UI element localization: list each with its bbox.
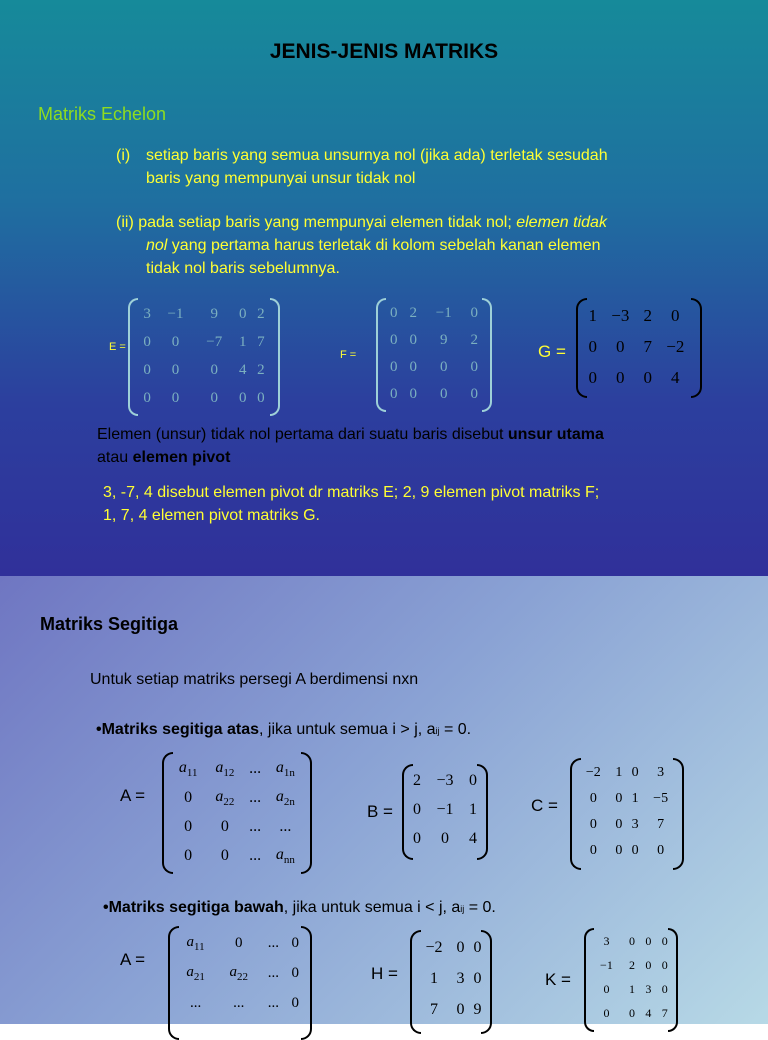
matrix-row <box>576 786 678 812</box>
matrix-cell: 0 <box>588 336 598 356</box>
matrix-row <box>170 754 304 783</box>
pivot-definition-line-1 <box>97 423 604 446</box>
lower-rest: , jika untuk semua i < j, a <box>283 899 461 916</box>
matrix-cell: 0 <box>291 934 299 951</box>
matrix-cell: $a_{2n}$ <box>275 787 295 808</box>
matrix-cell: 2 <box>257 305 265 322</box>
matrix-cell: 4 <box>238 361 247 378</box>
matrix-cell: 0 <box>171 333 180 350</box>
matrix-row <box>584 331 694 362</box>
label-b: B = <box>367 802 393 821</box>
matrix-cell: −7 <box>206 333 223 350</box>
matrix-row <box>416 994 486 1025</box>
rule-2-line-2 <box>146 234 601 257</box>
matrix-cell: 0 <box>470 359 478 375</box>
matrix-e-right-bracket <box>270 298 280 416</box>
rule-2-text-2: yang pertama harus terletak di kolom sebelah kanan elemen <box>167 237 601 254</box>
matrix-row <box>384 300 484 327</box>
matrix-cell: 0 <box>291 994 299 1011</box>
matrix-cell: 0 <box>470 305 478 321</box>
matrix-cell: 0 <box>589 843 597 858</box>
matrix-cell: 3 <box>456 969 465 987</box>
pivot-definition-line-2 <box>97 446 230 469</box>
matrix-cell: $a_{11}$ <box>178 758 198 779</box>
matrix-cell: 1 <box>631 791 639 806</box>
matrix-cell: 0 <box>615 843 623 858</box>
matrix-cell: 0 <box>171 361 180 378</box>
matrix-cell: 1 <box>238 333 247 350</box>
matrix-e-left-bracket <box>128 298 138 416</box>
matrix-row <box>384 381 484 408</box>
matrix-row <box>589 977 673 1001</box>
matrix-cell: 0 <box>291 964 299 981</box>
matrix-cell: 0 <box>631 765 639 780</box>
pivot-text-2: atau <box>97 449 133 466</box>
intro-text: Untuk setiap matriks persegi A berdimensi nxn <box>90 671 419 688</box>
matrix-row <box>170 783 304 812</box>
matrix-cell: 0 <box>220 846 229 864</box>
matrix-cell: $a_{11}$ <box>186 933 205 953</box>
label-k: K = <box>545 970 571 989</box>
rule-2-line-3: tidak nol baris sebelumnya. <box>146 260 340 277</box>
matrix-cell: 0 <box>603 981 610 996</box>
matrix-row <box>138 384 270 412</box>
label-a-upper: A = <box>120 786 146 805</box>
matrix-cell: 7 <box>643 336 653 356</box>
matrix-cell: 7 <box>661 1005 668 1020</box>
matrix-k <box>584 928 678 1024</box>
matrix-a-upper-grid <box>170 754 304 870</box>
matrix-cell: 9 <box>439 332 448 348</box>
matrix-cell: 3 <box>631 817 639 832</box>
matrix-k-grid <box>589 929 673 1025</box>
upper-term: •Matriks segitiga atas <box>96 721 259 738</box>
matrix-cell: 0 <box>389 305 398 321</box>
matrix-cell: 0 <box>220 817 229 835</box>
matrix-row <box>584 300 694 331</box>
matrix-cell: 0 <box>473 938 482 956</box>
label-a-lower: A = <box>120 950 146 969</box>
matrix-cell: 0 <box>643 367 653 387</box>
rule-2-line-1 <box>116 211 607 234</box>
matrix-g <box>576 298 702 398</box>
matrix-cell: 0 <box>210 361 218 378</box>
matrix-cell: 0 <box>389 332 398 348</box>
matrix-cell: 0 <box>412 829 421 847</box>
matrix-row <box>576 812 678 838</box>
matrix-cell: −1 <box>167 305 184 322</box>
matrix-a-lower <box>168 926 312 1024</box>
matrix-cell: 0 <box>615 817 623 832</box>
matrix-cell: −2 <box>666 336 685 356</box>
matrix-cell: ... <box>189 994 202 1011</box>
matrix-cell: 9 <box>473 1000 482 1018</box>
slide-title: JENIS-JENIS MATRIKS <box>269 40 499 63</box>
matrix-cell: 0 <box>661 957 668 972</box>
matrix-row <box>384 354 484 381</box>
label-e: E = <box>109 341 126 353</box>
matrix-b-grid <box>408 766 482 853</box>
label-f: F = <box>340 349 357 361</box>
matrix-cell: 0 <box>143 361 151 378</box>
matrix-h <box>410 930 492 1024</box>
section-heading: Matriks Echelon <box>38 104 167 124</box>
pivot-example-line-1: 3, -7, 4 disebut elemen pivot dr matriks E; 2, 9 elemen pivot matriks F; <box>103 484 600 501</box>
matrix-cell: 2 <box>470 332 478 348</box>
matrix-cell: 2 <box>412 771 421 789</box>
matrix-cell: 0 <box>257 389 265 406</box>
upper-rest: , jika untuk semua i > j, a <box>259 721 436 738</box>
matrix-row <box>170 812 304 841</box>
rule-1-line-2: baris yang mempunyai unsur tidak nol <box>146 170 416 187</box>
upper-end: = 0. <box>439 721 472 738</box>
matrix-f <box>376 298 492 412</box>
matrix-cell: 3 <box>657 765 665 780</box>
matrix-cell: 0 <box>588 367 598 387</box>
matrix-cell: 4 <box>469 829 478 847</box>
rule-2-emphasis: elemen tidak <box>516 214 607 231</box>
matrix-cell: 0 <box>473 969 482 987</box>
matrix-cell: 0 <box>409 359 417 375</box>
matrix-g-grid <box>584 300 694 393</box>
matrix-cell: 4 <box>671 367 680 387</box>
matrix-f-grid <box>384 300 484 408</box>
lower-term: •Matriks segitiga bawah <box>103 899 284 916</box>
matrix-row <box>416 963 486 994</box>
matrix-cell: 0 <box>469 771 478 789</box>
matrix-cell: −1 <box>435 305 452 321</box>
matrix-cell: 0 <box>616 367 625 387</box>
matrix-cell: ... <box>267 964 279 981</box>
pivot-term-1: unsur utama <box>507 426 604 443</box>
pivot-term-2: elemen pivot <box>132 449 231 466</box>
matrix-row <box>170 841 304 870</box>
matrix-cell: 0 <box>645 933 652 948</box>
matrix-cell: ... <box>279 817 292 835</box>
matrix-b <box>402 764 488 860</box>
matrix-cell: $a_{21}$ <box>186 963 205 983</box>
matrix-cell: 3 <box>143 305 151 322</box>
matrix-cell: 1 <box>629 981 636 996</box>
matrix-c-grid <box>576 760 678 864</box>
matrix-cell: −1 <box>436 800 454 818</box>
matrix-row <box>174 958 304 988</box>
matrix-c <box>570 758 684 870</box>
slide-triangular <box>0 576 768 1024</box>
matrix-cell: 0 <box>409 386 417 402</box>
matrix-cell: −3 <box>611 305 630 325</box>
lower-end: = 0. <box>464 899 496 916</box>
matrix-row <box>584 362 694 393</box>
matrix-row <box>384 327 484 354</box>
matrix-h-grid <box>416 932 486 1025</box>
matrix-cell: 0 <box>234 934 243 951</box>
matrix-cell: 0 <box>439 386 448 402</box>
matrix-e-grid <box>138 300 270 412</box>
matrix-cell: ... <box>249 759 262 777</box>
matrix-cell: 3 <box>603 933 610 948</box>
matrix-row <box>174 988 304 1018</box>
matrix-cell: 1 <box>430 969 439 987</box>
matrix-cell: 0 <box>470 386 478 402</box>
matrix-cell: 0 <box>412 800 421 818</box>
matrix-cell: 0 <box>171 389 180 406</box>
rule-2-text: (ii) pada setiap baris yang mempunyai elemen tidak nol; <box>116 214 517 231</box>
matrix-cell: $a_{nn}$ <box>275 845 295 866</box>
matrix-cell: 0 <box>603 1005 610 1020</box>
matrix-cell: 1 <box>469 800 478 818</box>
matrix-a-lower-grid <box>174 928 304 1018</box>
label-g: G = <box>538 342 566 361</box>
matrix-cell: 0 <box>456 938 465 956</box>
matrix-cell: ... <box>249 817 262 835</box>
matrix-cell: 1 <box>615 765 623 780</box>
rule-2-emphasis-2: nol <box>146 237 168 254</box>
matrix-cell: $a_{22}$ <box>229 963 248 983</box>
matrix-cell: 0 <box>389 386 398 402</box>
matrix-cell: 1 <box>588 305 598 325</box>
matrix-cell: 0 <box>439 359 448 375</box>
matrix-row <box>138 356 270 384</box>
matrix-cell: 0 <box>238 389 247 406</box>
matrix-cell: 0 <box>657 843 665 858</box>
matrix-cell: 2 <box>643 305 653 325</box>
pivot-text: Elemen (unsur) tidak nol pertama dari suatu baris disebut <box>97 426 508 443</box>
matrix-cell: 0 <box>631 843 639 858</box>
matrix-cell: −5 <box>653 791 669 806</box>
section-title: Matriks Segitiga <box>40 614 179 634</box>
matrix-cell: 0 <box>456 1000 465 1018</box>
pivot-example-line-2: 1, 7, 4 elemen pivot matriks G. <box>103 507 320 524</box>
matrix-row <box>408 766 482 795</box>
matrix-cell: ... <box>267 994 279 1011</box>
matrix-cell: ... <box>249 788 262 806</box>
matrix-row <box>576 838 678 864</box>
matrix-cell: 0 <box>645 957 652 972</box>
matrix-row <box>589 1001 673 1025</box>
lower-subscript: ij <box>460 904 465 914</box>
matrix-cell: 0 <box>210 389 218 406</box>
matrix-cell: ... <box>249 846 262 864</box>
matrix-row <box>138 328 270 356</box>
rule-1-line-1: setiap baris yang semua unsurnya nol (jika ada) terletak sesudah <box>146 147 608 164</box>
matrix-cell: 0 <box>389 359 398 375</box>
matrix-cell: 0 <box>143 389 151 406</box>
lower-triangular-definition <box>103 896 496 921</box>
matrix-cell: $a_{1n}$ <box>275 758 295 779</box>
matrix-cell: 4 <box>645 1005 652 1020</box>
matrix-a-upper <box>162 752 312 874</box>
matrix-cell: 0 <box>184 846 193 864</box>
matrix-cell: 2 <box>409 305 417 321</box>
upper-subscript: ij <box>435 726 440 736</box>
matrix-row <box>576 760 678 786</box>
matrix-cell: −2 <box>425 938 443 956</box>
matrix-cell: 2 <box>629 957 636 972</box>
matrix-cell: 0 <box>440 829 449 847</box>
matrix-cell: 9 <box>210 305 218 322</box>
matrix-cell: 0 <box>238 305 247 322</box>
matrix-cell: 7 <box>430 1000 439 1018</box>
matrix-cell: 7 <box>657 817 665 832</box>
matrix-cell: ... <box>233 994 245 1011</box>
matrix-cell: 0 <box>629 1005 636 1020</box>
matrix-cell: 3 <box>645 981 652 996</box>
rule-1-number: (i) <box>116 147 131 164</box>
matrix-cell: 0 <box>184 788 193 806</box>
matrix-cell: 0 <box>671 305 680 325</box>
matrix-cell: ... <box>267 934 279 951</box>
label-c: C = <box>531 796 558 815</box>
matrix-cell: 0 <box>615 791 623 806</box>
matrix-cell: −1 <box>600 957 613 972</box>
matrix-row <box>589 929 673 953</box>
matrix-cell: 2 <box>257 361 265 378</box>
matrix-cell: 0 <box>184 817 193 835</box>
matrix-row <box>174 928 304 958</box>
label-h: H = <box>371 964 398 983</box>
matrix-e <box>128 298 280 416</box>
matrix-cell: 7 <box>257 333 265 350</box>
upper-triangular-definition <box>96 718 471 743</box>
matrix-row <box>138 300 270 328</box>
matrix-row <box>416 932 486 963</box>
matrix-cell: 0 <box>409 332 417 348</box>
matrix-row <box>408 824 482 853</box>
matrix-cell: 0 <box>661 981 668 996</box>
matrix-cell: 0 <box>143 333 151 350</box>
matrix-row <box>589 953 673 977</box>
matrix-cell: 0 <box>589 817 597 832</box>
matrix-cell: $a_{12}$ <box>215 758 235 779</box>
matrix-cell: 0 <box>616 336 625 356</box>
matrix-cell: 0 <box>589 791 597 806</box>
matrix-cell: $a_{22}$ <box>215 787 235 808</box>
matrix-cell: −3 <box>436 771 454 789</box>
matrix-cell: 0 <box>661 933 668 948</box>
matrix-cell: −2 <box>585 765 601 780</box>
matrix-row <box>408 795 482 824</box>
matrix-cell: 0 <box>629 933 636 948</box>
